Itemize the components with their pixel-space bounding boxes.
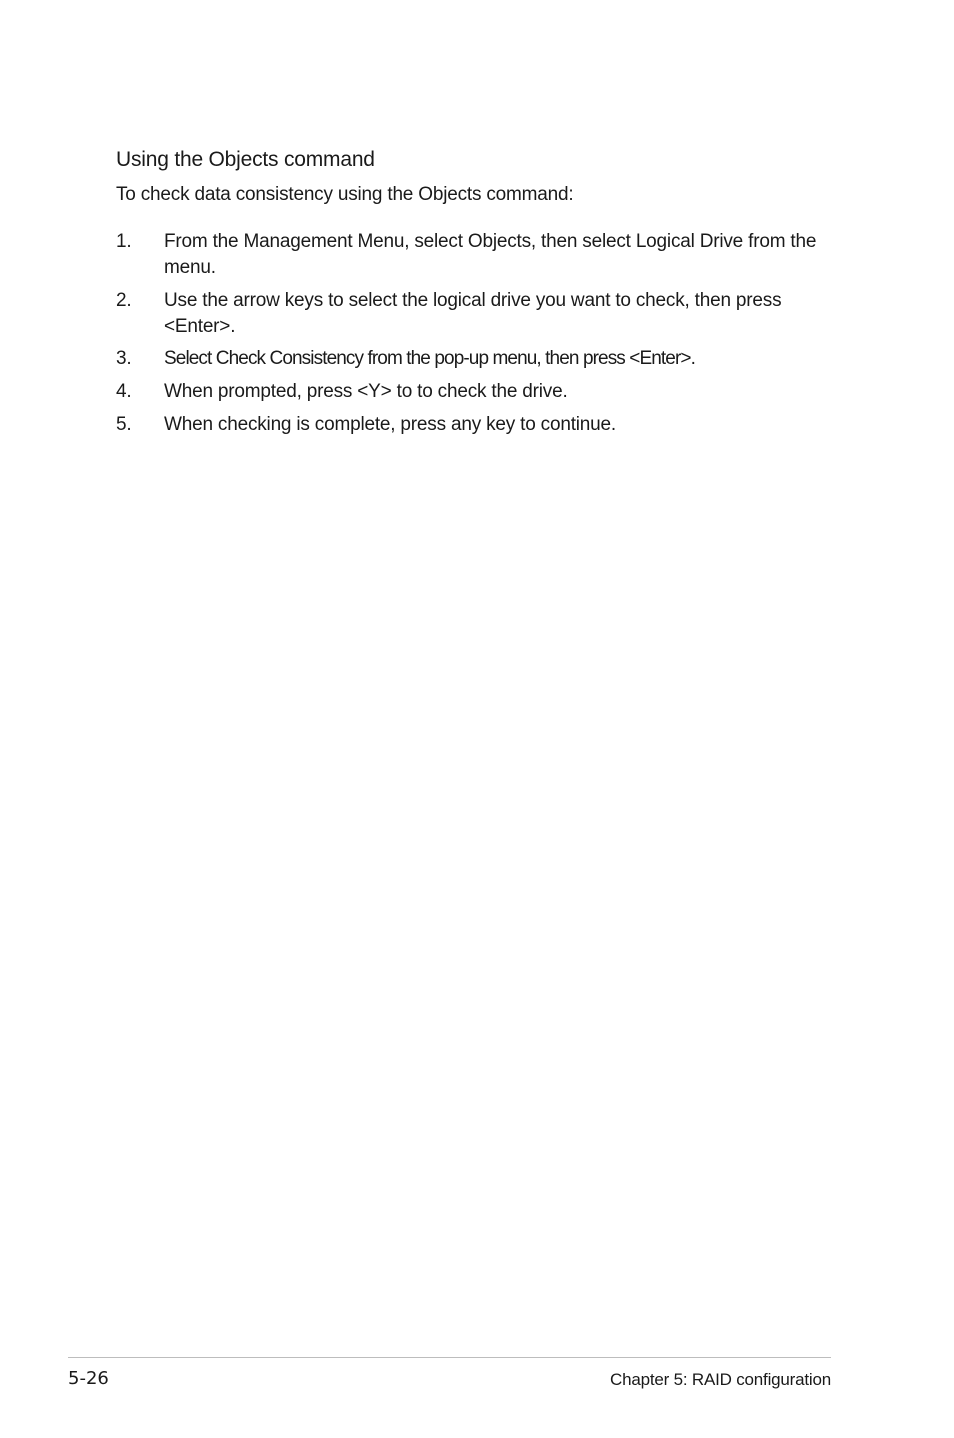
page-number: 5-26 <box>68 1368 109 1389</box>
list-item <box>116 229 836 281</box>
list-item <box>116 412 836 438</box>
section-heading: Using the Objects command <box>116 148 375 171</box>
step-text: When checking is complete, press any key to continue. <box>164 414 616 435</box>
list-item <box>116 346 836 372</box>
step-number: 3. <box>116 348 132 369</box>
step-number: 5. <box>116 414 132 435</box>
list-item <box>116 379 836 405</box>
intro-text: To check data consistency using the Objects command: <box>116 184 574 205</box>
footer-divider <box>68 1357 831 1358</box>
list-item <box>116 288 836 340</box>
step-text: Use the arrow keys to select the logical drive you want to check, then press <Enter>. <box>164 290 782 337</box>
step-text: Select Check Consistency from the pop-up menu, then press <Enter>. <box>164 348 695 369</box>
step-text: When prompted, press <Y> to to check the drive. <box>164 381 568 402</box>
step-text: From the Management Menu, select Objects, then select Logical Drive from the menu. <box>164 231 817 278</box>
step-number: 2. <box>116 290 132 311</box>
chapter-label: Chapter 5: RAID configuration <box>610 1370 831 1389</box>
step-number: 4. <box>116 381 132 402</box>
step-number: 1. <box>116 231 132 252</box>
